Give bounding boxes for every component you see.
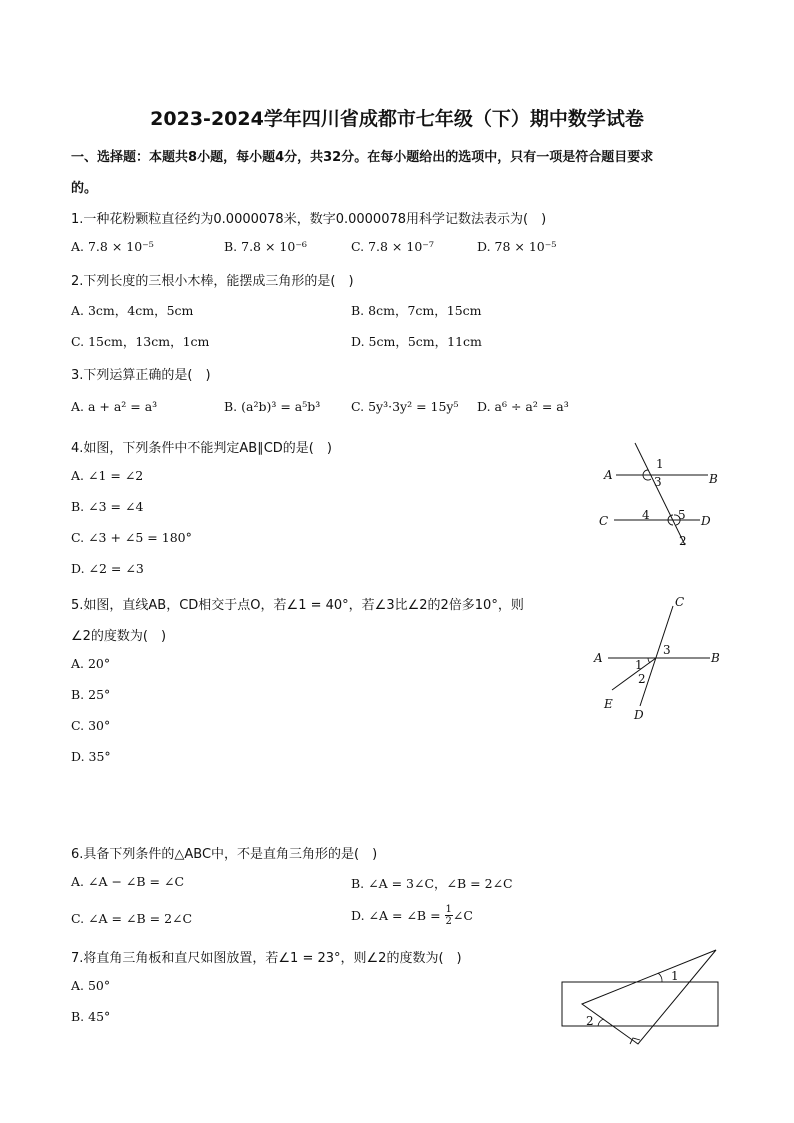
fraction	[445, 904, 453, 927]
section-mid1: 小题，每小题	[197, 150, 276, 165]
q7-option-a[interactable]: A. 50°	[71, 978, 111, 993]
q1-option-c[interactable]: C. 7.8 × 10⁻⁷	[351, 239, 434, 254]
section-lead: 一、选择题：本题共	[71, 150, 189, 165]
q4-option-d[interactable]: D. ∠2 = ∠3	[71, 561, 144, 576]
q5-option-c[interactable]: C. 30°	[71, 718, 111, 733]
label-C: C	[675, 595, 685, 609]
label-D: D	[701, 514, 711, 528]
q7-triangle-ruler-figure	[558, 945, 728, 1055]
section-header	[71, 146, 653, 165]
q6-option-c[interactable]: C. ∠A = ∠B = 2∠C	[71, 911, 193, 926]
angle-2-arc	[598, 1019, 604, 1026]
angle-label-1: 1	[671, 969, 679, 983]
label-A: A	[604, 468, 613, 482]
section-points: 4	[275, 150, 285, 165]
question-3-stem: 3.下列运算正确的是( )	[71, 368, 211, 383]
question-5-stem-cont: ∠2的度数为( )	[71, 629, 167, 644]
angle-label-1: 1	[635, 658, 643, 672]
angle-label-2: 2	[586, 1014, 594, 1028]
angle-label-3: 3	[654, 475, 662, 489]
section-total: 32	[323, 150, 342, 165]
question-6-stem: 6.具备下列条件的△ABC中，不是直角三角形的是( )	[71, 847, 378, 862]
q5-option-b[interactable]: B. 25°	[71, 687, 111, 702]
question-5-stem: 5.如图，直线AB，CD相交于点O，若∠1 = 40°，若∠3比∠2的2倍多10°，则	[71, 598, 524, 613]
q4-option-c[interactable]: C. ∠3 + ∠5 = 180°	[71, 530, 192, 545]
page-title: 2023-2024学年四川省成都市七年级（下）期中数学试卷	[150, 108, 644, 130]
q5-option-a[interactable]: A. 20°	[71, 656, 111, 671]
set-square	[582, 950, 716, 1044]
angle-label-2: 2	[679, 534, 687, 548]
section-tail2: 的。	[71, 181, 98, 196]
question-4-stem: 4.如图，下列条件中不能判定AB∥CD的是( )	[71, 441, 332, 456]
section-mid2: 分，共	[284, 150, 324, 165]
q3-option-b[interactable]: B. (a²b)³ = a⁵b³	[224, 399, 321, 414]
label-A: A	[594, 651, 603, 665]
q3-option-a[interactable]: A. a + a² = a³	[71, 399, 158, 414]
fraction-denominator: 2	[445, 916, 452, 927]
q4-option-a[interactable]: A. ∠1 = ∠2	[71, 468, 144, 483]
q1-option-b[interactable]: B. 7.8 × 10⁻⁶	[224, 239, 307, 254]
q5-intersecting-lines-figure	[590, 592, 730, 722]
q1-option-a[interactable]: A. 7.8 × 10⁻⁵	[71, 239, 154, 254]
question-1-stem: 1.一种花粉颗粒直径约为0.0000078米，数字0.0000078用科学记数法表示为( )	[71, 212, 547, 227]
q2-option-d[interactable]: D. 5cm，5cm，11cm	[351, 334, 482, 349]
q3-option-d[interactable]: D. a⁶ ÷ a² = a³	[477, 399, 569, 414]
angle-1-arc	[658, 973, 662, 982]
q4-option-b[interactable]: B. ∠3 = ∠4	[71, 499, 144, 514]
q3-option-c[interactable]: C. 5y³·3y² = 15y⁵	[351, 399, 459, 414]
q1-option-d[interactable]: D. 78 × 10⁻⁵	[477, 239, 557, 254]
section-header-cont	[71, 177, 97, 196]
label-C: C	[599, 514, 609, 528]
label-B: B	[709, 472, 718, 486]
label-B: B	[711, 651, 720, 665]
question-2-stem: 2.下列长度的三根小木棒，能摆成三角形的是( )	[71, 274, 354, 289]
q2-option-c[interactable]: C. 15cm，13cm，1cm	[71, 334, 210, 349]
q6-option-d-text: D. ∠A = ∠B =	[351, 908, 441, 923]
q5-option-d[interactable]: D. 35°	[71, 749, 111, 764]
q6-option-d[interactable]	[351, 904, 473, 927]
q2-option-a[interactable]: A. 3cm，4cm，5cm	[71, 303, 194, 318]
question-7-stem: 7.将直角三角板和直尺如图放置，若∠1 = 23°，则∠2的度数为( )	[71, 951, 462, 966]
angle-label-3: 3	[663, 643, 671, 657]
q2-option-b[interactable]: B. 8cm，7cm，15cm	[351, 303, 482, 318]
angle-label-5: 5	[678, 508, 686, 522]
q6-option-b[interactable]: B. ∠A = 3∠C，∠B = 2∠C	[351, 876, 513, 891]
label-E: E	[604, 697, 613, 711]
section-tail: 分。在每小题给出的选项中，只有一项是符合题目要求	[341, 150, 654, 165]
q7-option-b[interactable]: B. 45°	[71, 1009, 111, 1024]
angle-label-2: 2	[638, 672, 646, 686]
angle-1-arc	[648, 658, 650, 663]
q6-option-a[interactable]: A. ∠A − ∠B = ∠C	[71, 874, 185, 889]
q4-parallel-lines-figure	[590, 435, 730, 555]
angle-label-1: 1	[656, 457, 664, 471]
section-count: 8	[188, 150, 198, 165]
angle-label-4: 4	[642, 508, 650, 522]
label-D: D	[634, 708, 644, 722]
fraction-numerator: 1	[445, 904, 452, 915]
q6-option-d-tail: ∠C	[452, 908, 473, 923]
